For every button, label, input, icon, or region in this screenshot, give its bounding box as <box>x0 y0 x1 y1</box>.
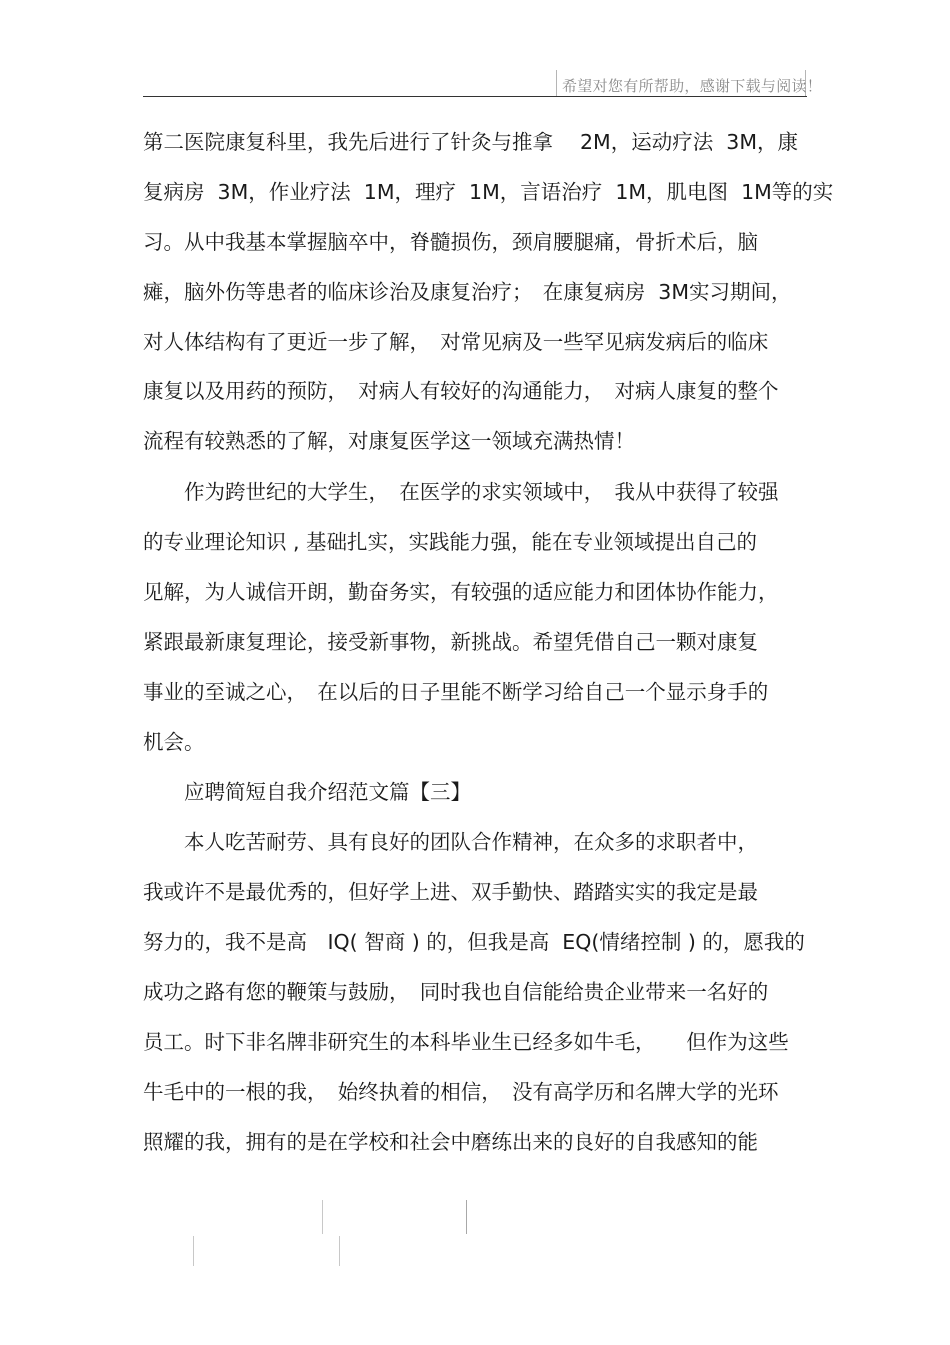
text-line: 对人体结构有了更近一步了解， 对常见病及一些罕见病发病后的临床 <box>143 330 769 354</box>
text-line: 紧跟最新康复理论，接受新事物，新挑战。希望凭借自己一颗对康复 <box>143 630 758 654</box>
scan-artifact-line <box>193 1236 194 1266</box>
text-line: 康复以及用药的预防， 对病人有较好的沟通能力， 对病人康复的整个 <box>143 379 779 403</box>
text-line: 事业的至诚之心， 在以后的日子里能不断学习给自己一个显示身手的 <box>143 680 769 704</box>
text-line: 的专业理论知识 , 基础扎实，实践能力强，能在专业领域提出自己的 <box>143 530 758 554</box>
text-line: 瘫，脑外伤等患者的临床诊治及康复治疗； 在康复病房 3M实习期间， <box>143 280 792 304</box>
text-line: 习。从中我基本掌握脑卒中，脊髓损伤，颈肩腰腿痛，骨折术后，脑 <box>143 230 758 254</box>
section-heading: 应聘简短自我介绍范文篇【三】 <box>143 780 471 804</box>
text-line: 努力的，我不是高 IQ( 智商 ) 的，但我是高 EQ(情绪控制 ) 的，愿我的 <box>143 930 805 954</box>
text-line: 牛毛中的一根的我， 始终执着的相信， 没有高学历和名牌大学的光环 <box>143 1080 779 1104</box>
text-line: 作为跨世纪的大学生， 在医学的求实领域中， 我从中获得了较强 <box>143 480 779 504</box>
text-line: 照耀的我，拥有的是在学校和社会中磨练出来的良好的自我感知的能 <box>143 1130 758 1154</box>
header-note: 希望对您有所帮助，感谢下载与阅读！ <box>562 77 823 95</box>
text-line: 我或许不是最优秀的，但好学上进、双手勤快、踏踏实实的我定是最 <box>143 880 758 904</box>
scan-artifact-line <box>339 1236 340 1266</box>
scan-artifact-line <box>466 1200 467 1234</box>
text-line: 见解，为人诚信开朗，勤奋务实，有较强的适应能力和团体协作能力， <box>143 580 779 604</box>
text-line: 第二医院康复科里，我先后进行了针灸与推拿 2M，运动疗法 3M，康 <box>143 130 799 154</box>
scan-artifact-line <box>322 1200 323 1234</box>
text-line: 机会。 <box>143 730 205 754</box>
text-line: 本人吃苦耐劳、具有良好的团队合作精神，在众多的求职者中， <box>143 830 758 854</box>
text-line: 复病房 3M，作业疗法 1M，理疗 1M，言语治疗 1M，肌电图 1M等的实 <box>143 180 834 204</box>
header-rule <box>143 96 807 97</box>
text-line: 成功之路有您的鞭策与鼓励， 同时我也自信能给贵企业带来一名好的 <box>143 980 769 1004</box>
text-line: 员工。时下非名牌非研究生的本科毕业生已经多如牛毛， 但作为这些 <box>143 1030 789 1054</box>
text-line: 流程有较熟悉的了解，对康复医学这一领域充满热情！ <box>143 429 635 453</box>
